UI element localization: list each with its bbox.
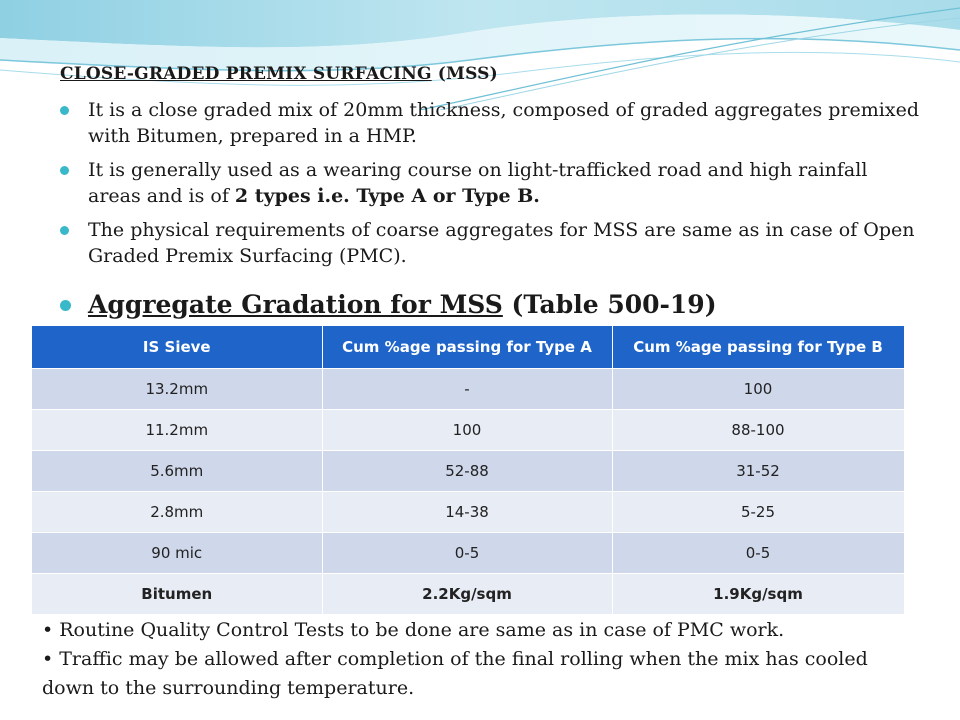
table-cell: 1.9Kg/sqm <box>612 574 904 615</box>
table-cell: 2.2Kg/sqm <box>322 574 612 615</box>
table-cell: 5-25 <box>612 492 904 533</box>
slide-heading <box>60 64 498 84</box>
table-row <box>32 410 904 451</box>
bullet-dot-icon <box>60 106 69 115</box>
note-line: • Traffic may be allowed after completion of the final rolling when the mix has cooled down to the surrounding temperature. <box>42 648 868 699</box>
table-row <box>32 492 904 533</box>
table-cell: 5.6mm <box>32 451 322 492</box>
column-header-type-a: Cum %age passing for Type A <box>322 326 612 369</box>
bullet-list <box>60 97 920 277</box>
table-cell: 88-100 <box>612 410 904 451</box>
bullet-item <box>60 217 920 269</box>
bullet-dot-icon <box>60 226 69 235</box>
table-subheading <box>60 288 948 322</box>
table-cell: 0-5 <box>322 533 612 574</box>
table-cell: 11.2mm <box>32 410 322 451</box>
bullet-text: It is generally used as a wearing course on light-trafficked road and high rainfall areas and is of <box>88 159 868 207</box>
table-cell: 100 <box>322 410 612 451</box>
table-cell: 13.2mm <box>32 369 322 410</box>
table-cell: 100 <box>612 369 904 410</box>
notes-block <box>42 616 922 703</box>
bullet-dot-icon <box>60 166 69 175</box>
heading-underlined: CLOSE-GRADED PREMIX SURFACING <box>60 64 432 84</box>
bullet-item <box>60 97 920 149</box>
subheading-suffix: (Table 500-19) <box>502 290 717 319</box>
bullet-text: The physical requirements of coarse aggregates for MSS are same as in case of Open Graded Premix Surfacing (PMC). <box>88 219 915 267</box>
table-cell: 52-88 <box>322 451 612 492</box>
column-header-sieve: IS Sieve <box>32 326 322 369</box>
table-cell: 0-5 <box>612 533 904 574</box>
table-header-row <box>32 326 904 369</box>
table-cell: 31-52 <box>612 451 904 492</box>
table-cell: 2.8mm <box>32 492 322 533</box>
table-cell: - <box>322 369 612 410</box>
table-row <box>32 451 904 492</box>
subheading-underlined: Aggregate Gradation for MSS <box>88 290 503 319</box>
gradation-table <box>32 326 905 614</box>
bullet-dot-icon <box>60 300 71 311</box>
heading-suffix: (MSS) <box>431 64 498 84</box>
table-cell: 90 mic <box>32 533 322 574</box>
bullet-item <box>60 157 920 209</box>
table-cell: Bitumen <box>32 574 322 615</box>
table-row <box>32 369 904 410</box>
table-row-bitumen <box>32 574 904 615</box>
bullet-bold-text: 2 types i.e. Type A or Type B. <box>234 185 540 207</box>
table-row <box>32 533 904 574</box>
column-header-type-b: Cum %age passing for Type B <box>612 326 904 369</box>
table-cell: 14-38 <box>322 492 612 533</box>
note-line: • Routine Quality Control Tests to be done are same as in case of PMC work. <box>42 619 785 641</box>
bullet-text: It is a close graded mix of 20mm thickness, composed of graded aggregates premixed with Bitumen, prepared in a HMP. <box>88 99 919 147</box>
